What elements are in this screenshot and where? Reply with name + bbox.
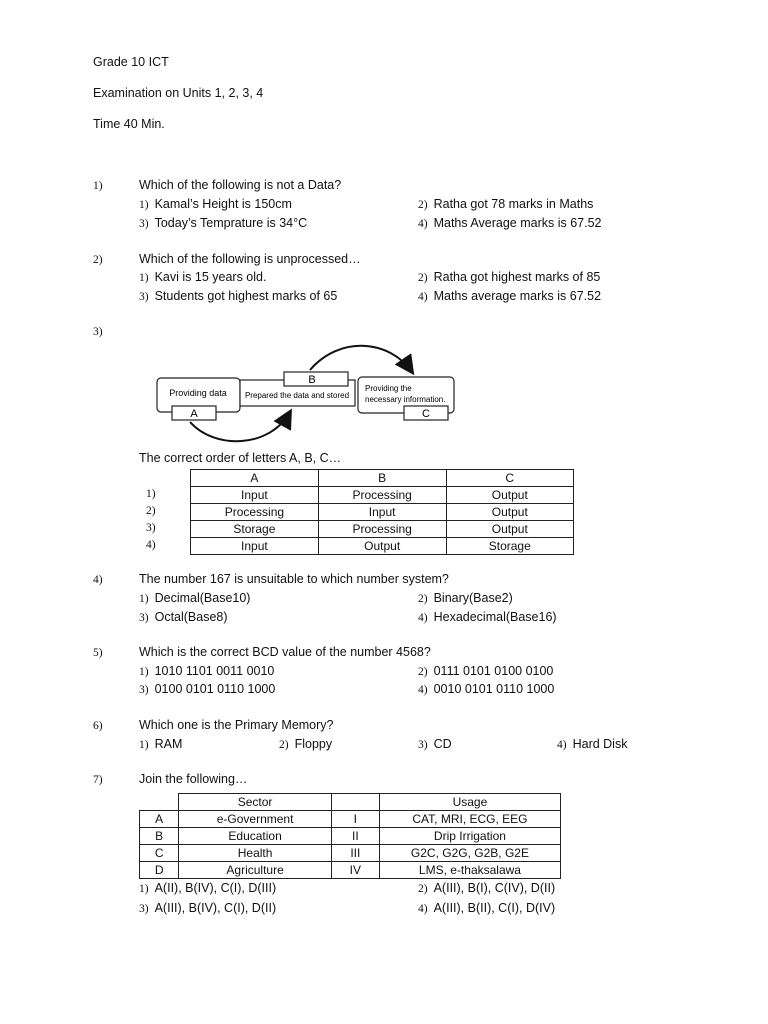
row-number: 2) xyxy=(146,505,156,517)
table-cell: B xyxy=(140,828,179,845)
option-text: Ratha got highest marks of 85 xyxy=(433,270,601,284)
option-number: 4) xyxy=(418,684,428,696)
table-cell: Output xyxy=(318,538,446,555)
time-limit: Time 40 Min. xyxy=(93,117,165,131)
exam-title: Examination on Units 1, 2, 3, 4 xyxy=(93,86,264,100)
option-number: 3) xyxy=(139,218,149,230)
table-cell: IV xyxy=(331,862,379,879)
option xyxy=(418,737,452,751)
table-cell: Health xyxy=(179,845,331,862)
option xyxy=(418,289,601,303)
option-text: Octal(Base8) xyxy=(154,610,228,624)
question-text: Which is the correct BCD value of the number 4568? xyxy=(139,645,431,659)
row-number: 1) xyxy=(146,488,156,500)
option-number: 4) xyxy=(418,612,428,624)
option-number: 1) xyxy=(139,593,149,605)
option-text: Ratha got 78 marks in Maths xyxy=(433,197,594,211)
option-number: 2) xyxy=(418,883,428,895)
option xyxy=(418,197,593,211)
option-number: 3) xyxy=(418,739,428,751)
question-number: 5) xyxy=(93,647,103,659)
table-header: B xyxy=(318,470,446,487)
option-number: 1) xyxy=(139,666,149,678)
option xyxy=(557,737,627,751)
table-row xyxy=(140,828,561,845)
question-text: Which of the following is not a Data? xyxy=(139,178,342,192)
question-number: 4) xyxy=(93,574,103,586)
option-number: 1) xyxy=(139,272,149,284)
table-cell: Input xyxy=(318,504,446,521)
question-text: Which of the following is unprocessed… xyxy=(139,252,361,266)
option-number: 4) xyxy=(418,218,428,230)
option xyxy=(418,591,513,605)
option xyxy=(139,216,307,230)
option xyxy=(418,881,555,895)
option-number: 1) xyxy=(139,883,149,895)
option-number: 3) xyxy=(139,612,149,624)
option xyxy=(139,289,337,303)
option-text: A(II), B(IV), C(I), D(III) xyxy=(154,881,277,895)
option-text: 0010 0101 0110 1000 xyxy=(433,682,555,696)
table-header: A xyxy=(191,470,319,487)
option-text: Kavi is 15 years old. xyxy=(154,270,267,284)
label-c: C xyxy=(422,408,430,420)
option-text: CD xyxy=(433,737,452,751)
table-row xyxy=(191,521,574,538)
option-number: 2) xyxy=(418,199,428,211)
option-number: 3) xyxy=(139,291,149,303)
table-cell: Processing xyxy=(318,487,446,504)
table-cell: A xyxy=(140,811,179,828)
table-cell: Storage xyxy=(191,521,319,538)
table-row xyxy=(140,862,561,879)
option xyxy=(418,682,554,696)
table-row xyxy=(191,487,574,504)
option xyxy=(139,270,266,284)
option-text: Students got highest marks of 65 xyxy=(154,289,338,303)
option-text: Maths average marks is 67.52 xyxy=(433,289,602,303)
option xyxy=(139,737,182,751)
table-cell: Output xyxy=(446,521,573,538)
data-processing-diagram xyxy=(150,340,470,450)
table-cell: e-Government xyxy=(179,811,331,828)
table-cell: II xyxy=(331,828,379,845)
table-cell: Input xyxy=(191,487,319,504)
box3-label-line1: Providing the xyxy=(365,384,412,393)
table-cell: III xyxy=(331,845,379,862)
table-cell: Processing xyxy=(318,521,446,538)
question-number: 3) xyxy=(93,326,103,338)
question-text: Join the following… xyxy=(139,772,248,786)
box1-label: Providing data xyxy=(169,388,227,398)
option-number: 2) xyxy=(418,272,428,284)
question-text: Which one is the Primary Memory? xyxy=(139,718,334,732)
option xyxy=(139,682,275,696)
option-text: RAM xyxy=(154,737,183,751)
question-text: The correct order of letters A, B, C… xyxy=(139,451,342,465)
option xyxy=(418,664,553,678)
option-text: Decimal(Base10) xyxy=(154,591,251,605)
option-text: A(III), B(II), C(I), D(IV) xyxy=(433,901,556,915)
option xyxy=(139,591,250,605)
row-number: 4) xyxy=(146,539,156,551)
label-b: B xyxy=(308,374,316,386)
option-text: 1010 1101 0011 0010 xyxy=(154,664,275,678)
table-cell: Drip Irrigation xyxy=(379,828,560,845)
question-number: 2) xyxy=(93,254,103,266)
option-number: 4) xyxy=(418,903,428,915)
table-cell: D xyxy=(140,862,179,879)
matching-table xyxy=(139,793,561,879)
option xyxy=(139,881,276,895)
question-number: 7) xyxy=(93,774,103,786)
table-cell-empty xyxy=(331,794,379,811)
option xyxy=(418,270,600,284)
option-number: 2) xyxy=(418,593,428,605)
row-number: 3) xyxy=(146,522,156,534)
question-number: 1) xyxy=(93,180,103,192)
label-box-b xyxy=(284,372,348,386)
table-header-row xyxy=(191,470,574,487)
option-text: A(III), B(IV), C(I), D(II) xyxy=(154,901,277,915)
option-text: Hard Disk xyxy=(572,737,628,751)
box3-label-line2: necessary information. xyxy=(365,395,446,404)
table-row xyxy=(140,811,561,828)
option-number: 3) xyxy=(139,903,149,915)
option-text: 0100 0101 0110 1000 xyxy=(154,682,276,696)
table-row xyxy=(191,538,574,555)
table-cell: C xyxy=(140,845,179,862)
option-text: Today’s Temprature is 34°C xyxy=(154,216,308,230)
option-text: Binary(Base2) xyxy=(433,591,513,605)
table-cell: Output xyxy=(446,504,573,521)
question-text: The number 167 is unsuitable to which number system? xyxy=(139,572,449,586)
grade-title: Grade 10 ICT xyxy=(93,55,169,69)
table-cell: CAT, MRI, ECG, EEG xyxy=(379,811,560,828)
table-cell: Input xyxy=(191,538,319,555)
table-header-row xyxy=(140,794,561,811)
option xyxy=(139,664,274,678)
table-cell: I xyxy=(331,811,379,828)
table-header: Usage xyxy=(379,794,560,811)
option xyxy=(418,216,602,230)
table-cell: Agriculture xyxy=(179,862,331,879)
order-table xyxy=(190,469,574,555)
option-number: 1) xyxy=(139,739,149,751)
table-cell: LMS, e-thaksalawa xyxy=(379,862,560,879)
option-number: 4) xyxy=(418,291,428,303)
box2-label: Prepared the data and stored xyxy=(244,391,350,400)
option-text: Floppy xyxy=(294,737,333,751)
option xyxy=(139,610,228,624)
option xyxy=(279,737,332,751)
question-number: 6) xyxy=(93,720,103,732)
option xyxy=(139,901,276,915)
table-header: Sector xyxy=(179,794,331,811)
option-number: 2) xyxy=(418,666,428,678)
option xyxy=(139,197,292,211)
option-number: 3) xyxy=(139,684,149,696)
option-text: Hexadecimal(Base16) xyxy=(433,610,557,624)
option-number: 4) xyxy=(557,739,567,751)
option xyxy=(418,901,555,915)
table-header: C xyxy=(446,470,573,487)
table-cell: Education xyxy=(179,828,331,845)
option-number: 1) xyxy=(139,199,149,211)
table-row xyxy=(140,845,561,862)
label-a: A xyxy=(190,408,198,420)
table-cell: Storage xyxy=(446,538,573,555)
option-number: 2) xyxy=(279,739,289,751)
arrow-b-to-c xyxy=(310,346,412,372)
option-text: 0111 0101 0100 0100 xyxy=(433,664,554,678)
table-row xyxy=(191,504,574,521)
option-text: Maths Average marks is 67.52 xyxy=(433,216,602,230)
table-cell: G2C, G2G, G2B, G2E xyxy=(379,845,560,862)
option-text: Kamal’s Height is 150cm xyxy=(154,197,292,211)
table-cell-empty xyxy=(140,794,179,811)
table-cell: Processing xyxy=(191,504,319,521)
option xyxy=(418,610,557,624)
option-text: A(III), B(I), C(IV), D(II) xyxy=(433,881,556,895)
table-cell: Output xyxy=(446,487,573,504)
